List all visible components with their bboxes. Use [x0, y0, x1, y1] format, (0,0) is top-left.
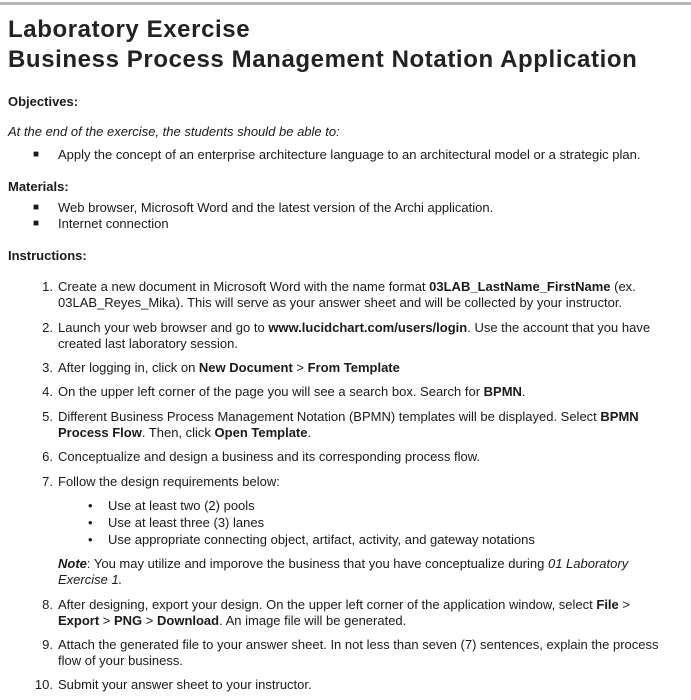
step-line: Export > PNG > Download. An image file will be generated.: [58, 613, 407, 628]
requirement-item: Use at least three (3) lanes: [108, 515, 265, 530]
objective-item: Apply the concept of an enterprise architecture language to an architectural model or a strategic plan.: [58, 147, 641, 162]
bullet-icon: ■: [33, 218, 40, 229]
bullet-icon: •: [88, 515, 93, 530]
step-number: 6.: [42, 449, 53, 464]
step-number: 1.: [42, 279, 53, 294]
step-line: Process Flow. Then, click Open Template.: [58, 425, 312, 440]
step-line: Launch your web browser and go to www.lucidchart.com/users/login. Use the account that you have: [58, 320, 651, 335]
step-line: flow of your business.: [58, 653, 184, 668]
note-line: Note: You may utilize and imporove the business that you have conceptualize during 01 Laboratory: [58, 556, 629, 571]
requirement-item: Use appropriate connecting object, artifact, activity, and gateway notations: [108, 532, 535, 547]
objectives-intro: At the end of the exercise, the students should be able to:: [8, 124, 340, 139]
step-number: 9.: [42, 637, 53, 652]
step-line: 03LAB_Reyes_Mika). This will serve as your answer sheet and will be collected by your instructor.: [58, 295, 623, 310]
step-number: 3.: [42, 360, 53, 375]
materials-heading: Materials:: [8, 179, 69, 194]
step-number: 5.: [42, 409, 53, 424]
material-item: Internet connection: [58, 216, 169, 231]
step-line: After designing, export your design. On the upper left corner of the application window, select File >: [58, 597, 630, 612]
step-number: 7.: [42, 474, 53, 489]
step-line: Attach the generated file to your answer sheet. In not less than seven (7) sentences, explain the process: [58, 637, 659, 652]
instructions-heading: Instructions:: [8, 248, 87, 263]
objectives-heading: Objectives:: [8, 94, 79, 109]
step-line: Follow the design requirements below:: [58, 474, 280, 489]
page-title: Laboratory Exercise: [8, 16, 251, 43]
step-line: Create a new document in Microsoft Word with the name format 03LAB_LastName_FirstName (ex.: [58, 279, 636, 294]
material-item: Web browser, Microsoft Word and the latest version of the Archi application.: [58, 200, 494, 215]
step-line: Conceptualize and design a business and its corresponding process flow.: [58, 449, 481, 464]
step-number: 10.: [34, 677, 53, 692]
bullet-icon: •: [88, 498, 93, 513]
step-line: created last laboratory session.: [58, 336, 238, 351]
requirement-item: Use at least two (2) pools: [108, 498, 255, 513]
step-line: Submit your answer sheet to your instructor.: [58, 677, 312, 692]
bullet-icon: ■: [33, 202, 40, 213]
step-line: Different Business Process Management Notation (BPMN) templates will be displayed. Select BPMN: [58, 409, 639, 424]
step-number: 2.: [42, 320, 53, 335]
step-number: 8.: [42, 597, 53, 612]
top-rule: [0, 2, 691, 5]
step-line: On the upper left corner of the page you will see a search box. Search for BPMN.: [58, 384, 526, 399]
page-subtitle: Business Process Management Notation Application: [8, 46, 638, 73]
step-line: After logging in, click on New Document > From Template: [58, 360, 400, 375]
bullet-icon: •: [88, 532, 93, 547]
step-number: 4.: [42, 384, 53, 399]
note-line: Exercise 1.: [58, 572, 123, 587]
bullet-icon: ■: [33, 149, 40, 160]
